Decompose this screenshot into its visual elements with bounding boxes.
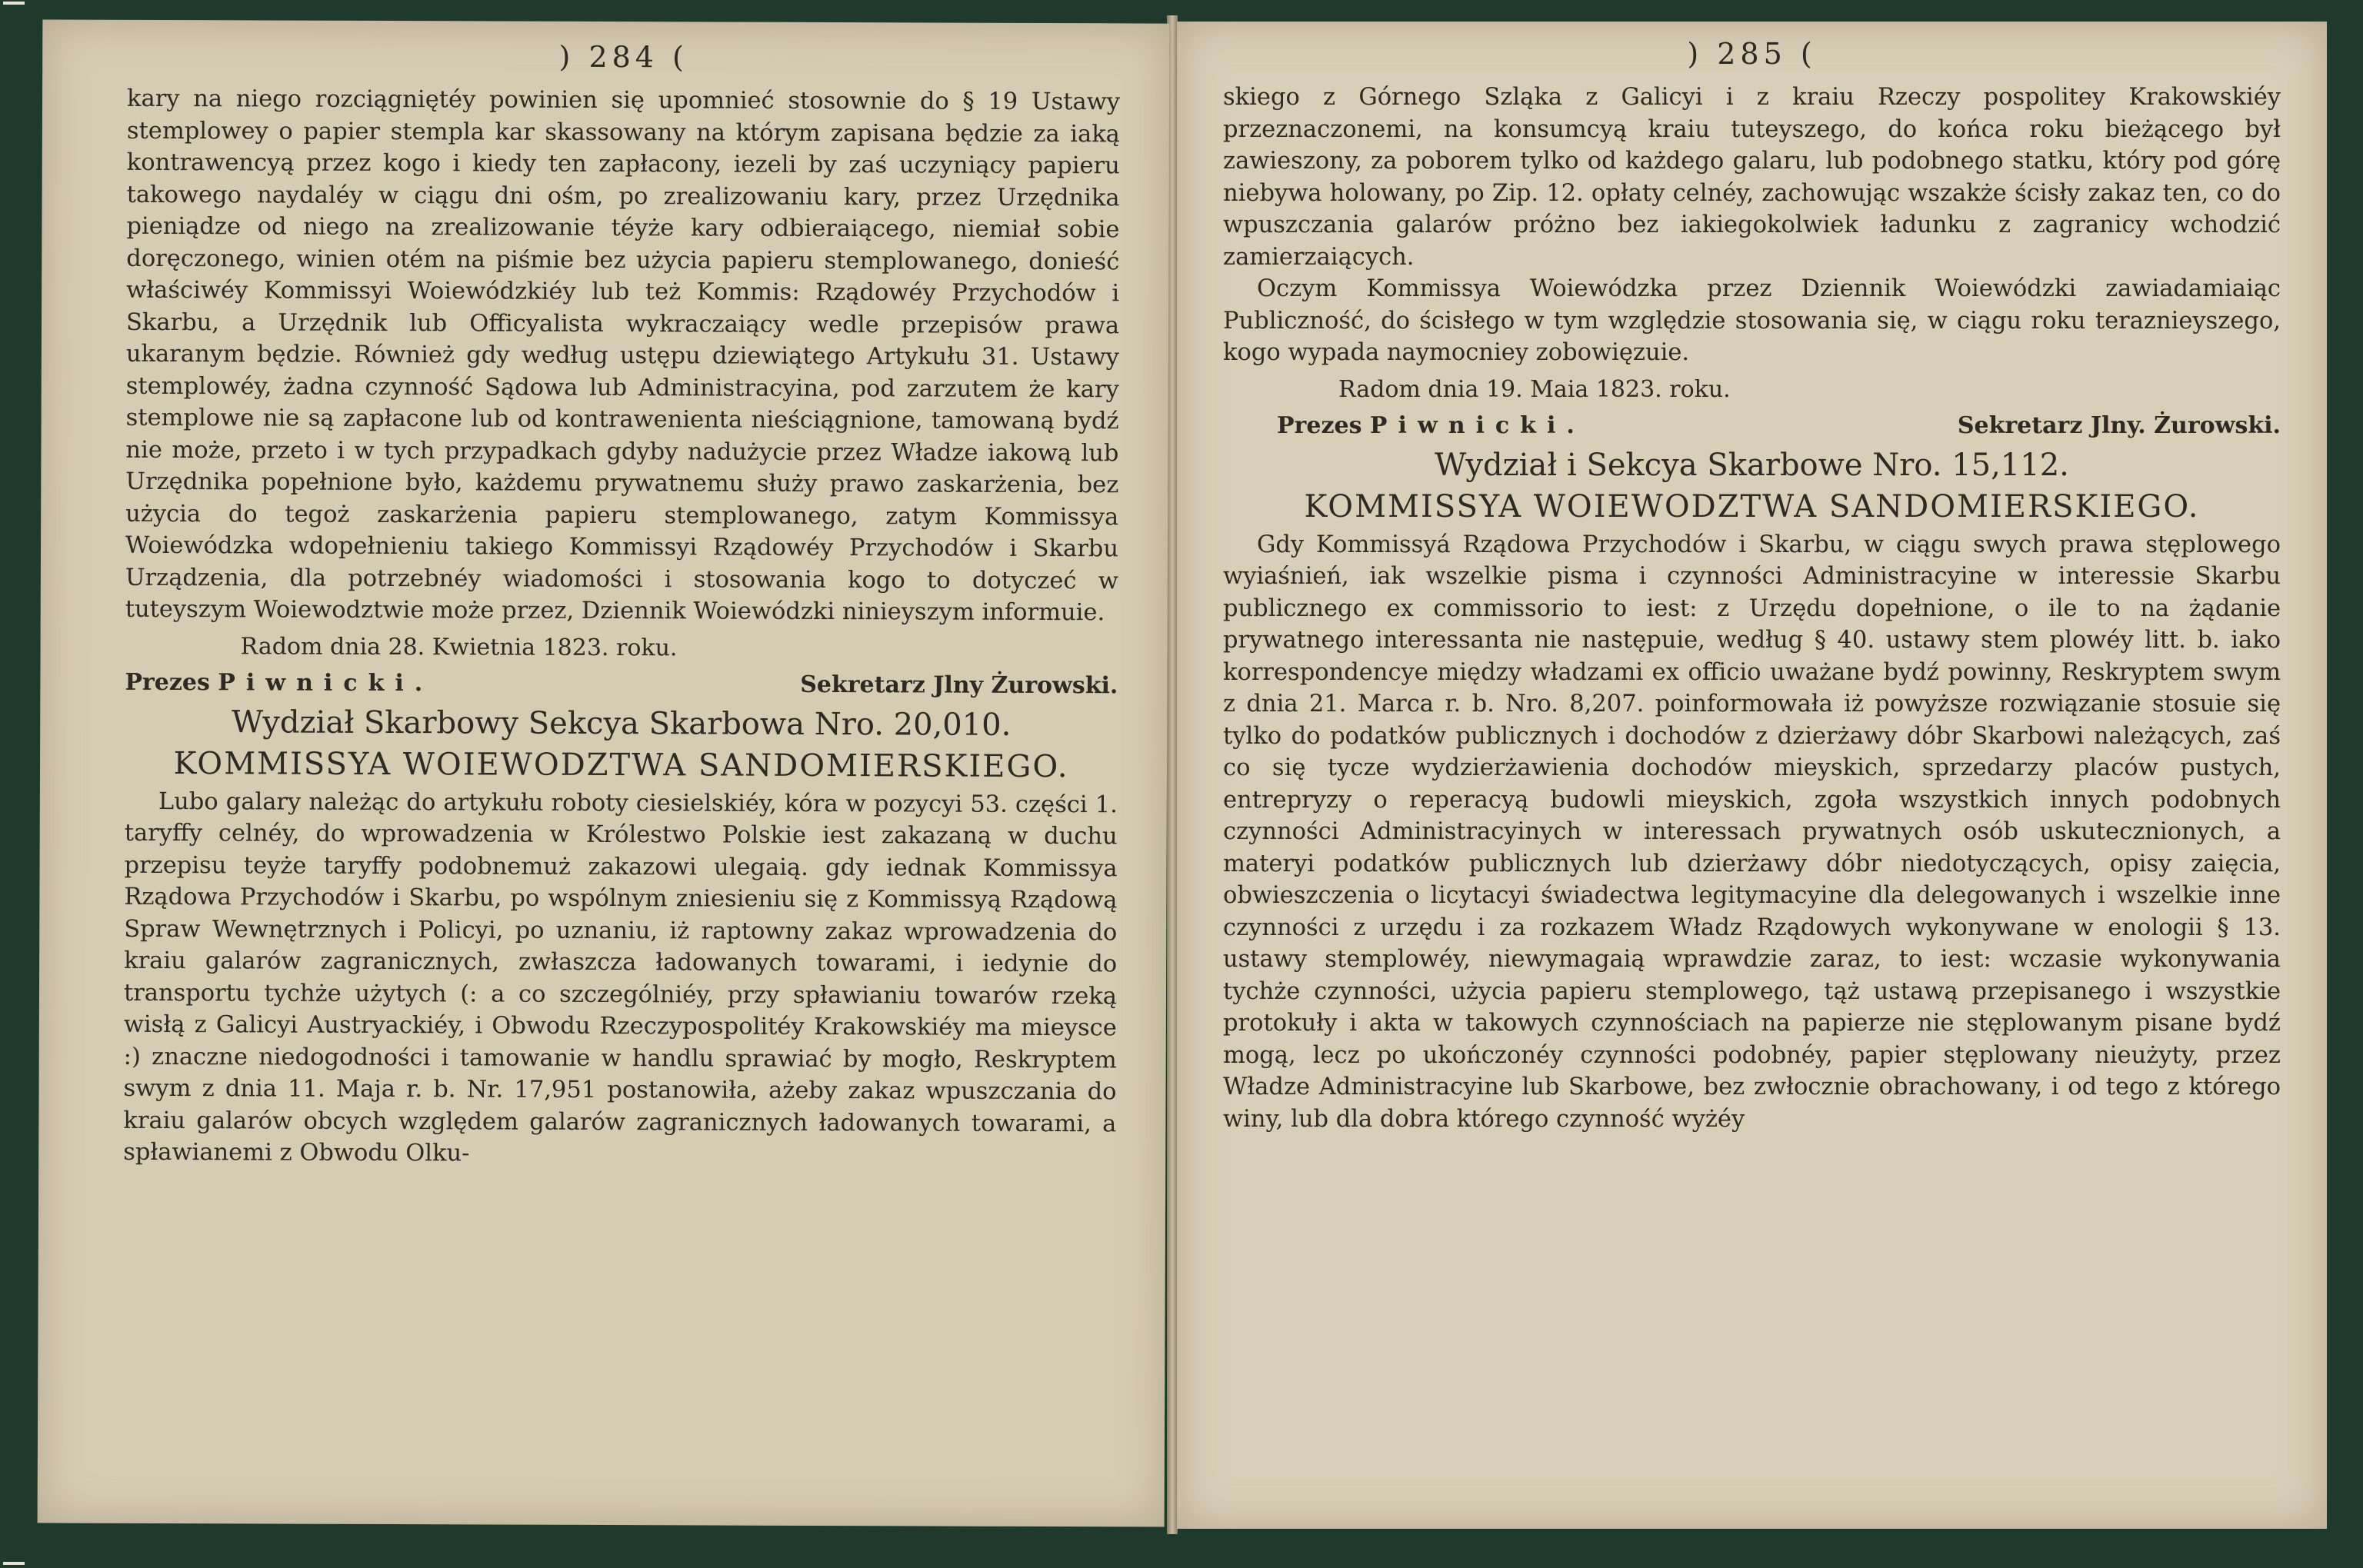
prezes-name: Piwnicki. — [1369, 411, 1585, 439]
prezes-signature — [125, 665, 433, 700]
page-number: ) 285 ( — [1687, 37, 1817, 71]
signature-row — [1223, 409, 2281, 443]
paragraph: Lubo galary należąc do artykułu roboty ciesielskiéy, kóra w pozycyi 53. części 1. taryffy celnéy, do wprowadzenia w Królestwo Polskie iest zakazaną w duchu przepisu teyże taryffy podobnemuż zakazowi ulegaią. gdy iednak Kommissya Rządowa Przychodów i Skarbu, po wspólnym zniesieniu się z Kommissyą Rządową Spraw Wewnętrznych i Policyi, po uznaniu, iż raptowny zakaz wprowadzenia do kraiu galarów zagranicznych, zwłaszcza ładowanych towarami, i iedynie do transportu tychże użytych (: a co szczególniéy, przy spławianiu towarów rzeką wisłą z Galicyi Austryackiéy, i Obwodu Rzeczypospolitéy Krakowskiéy ma mieysce :) znaczne niedogodności i tamowanie w handlu sprawiać by mogło, Reskryptem swym z dnia 11. Maja r. b. Nr. 17,951 postanowiła, ażeby zakaz wpuszczania do kraiu galarów obcych względem galarów zagranicznych ładowanych towarami, a spławianemi z Obwodu Olku- — [123, 787, 1118, 1167]
sekretarz-signature: Sekretarz Jlny. Żurowski. — [1957, 411, 2281, 439]
prezes-signature — [1277, 409, 1585, 443]
page-number: ) 284 ( — [558, 39, 688, 75]
dateline: Radom dnia 19. Maia 1823. roku. — [1338, 375, 1731, 403]
signature-row — [125, 665, 1118, 703]
sekretarz-signature: Sekretarz Jlny Żurowski. — [800, 671, 1118, 699]
paragraph: Gdy Kommissyá Rządowa Przychodów i Skarbu, w ciągu swych prawa stęplowego wyiaśnień, iak wszelkie pisma i czynności Administracyine w interessie Skarbu publicznego ex commissorio to iest: z Urzędu dopełnione, o ile to na żądanie prywatnego interessanta nie następuie, według § 40. ustawy stem plowéy litt. b. iako korrespondencye między władzami ex officio uważane bydź powinny, Reskryptem swym z dnia 21. Marca r. b. Nro. 8,207. poinformowała iż powyższe rozwiązanie stosuie się tylko do podatków publicznych i dochodów z dzierżawy dóbr Skarbowi należących, zaś co się tycze wydzierżawienia dochodów mieyskich, sprzedarzy placów pustych, entrepryzy o reperacyą budowli mieyskich, zgoła wszystkich innych podobnych czynności Administracyinych w interessach prywatnych osób uskutecznionych, a materyi podatków publicznych lub dzierżawy dóbr niedotyczących, opisy zaięcia, obwieszczenia o licytacyi świadectwa legitymacyine dla delegowanych i wszelkie inne czynności z urzędu i za rozkazem Władz Rządowych wykonywane w enologii § 13. ustawy stemplowéy, niewymagaią wprawdzie zaraz, to iest: wczasie wykonywania tychże czynności, użycia papieru stemplowego, tąż ustawą przepisanego i wszystkie protokuły i akta w takowych czynnościach na papierze nie stęplowanym pisane bydź mogą, lecz po ukończonéy czynności podobnéy, papier stęplowany nieużyty, przez Władze Administracyine lub Skarbowe, bez zwłocznie obrachowany, i od tego z którego winy, lub dla dobra którego czynność wyżéy — [1223, 531, 2281, 1133]
prezes-label: Prezes — [1277, 411, 1362, 439]
section-heading: Wydział Skarbowy Sekcya Skarbowa Nro. 20,010. — [232, 704, 1012, 743]
paragraph: Oczym Kommissya Woiewódzka przez Dziennik Woiewódzki zawiadamiaiąc Publiczność, do ścisłego w tym względzie stosowania się, w ciągu roku teraznieyszego, kogo wypada naymocniey zobowięzuie. — [1223, 275, 2281, 366]
commission-heading: KOMMISSYA WOIEWODZTWA SANDOMIERSKIEGO. — [1304, 488, 2200, 524]
dateline: Radom dnia 28. Kwietnia 1823. roku. — [240, 632, 678, 661]
paragraph: kary na niego rozciągniętéy powinien się upomnieć stosownie do § 19 Ustawy stemplowey o papier stempla kar skassowany na którym zapisana będzie za iaką kontrawencyą przez kogo i kiedy ten zapłacony, iezeli by zaś uczyniący papieru takowego naydaléy w ciągu dni ośm, po zrealizowaniu kary, przez Urzędnika pieniądze od niego na zrealizowanie téyże kary odbieraiącego, niemiał sobie doręczonego, winien otém na piśmie bez użycia papieru stemplowanego, donieść właściwéy Kommissyi Woiewódzkiéy lub też Kommis: Rządowéy Przychodów i Skarbu, a Urzędnik lub Officyalista wykraczaiący wedle przepisów prawa ukaranym będzie. Również gdy według ustępu dziewiątego Artykułu 31. Ustawy stemplowéy, żadna czynność Sądowa lub Administracyina, pod zarzutem że kary stemplowe nie są zapłacone lub od kontrawenienta nieściągnione, tamowaną bydź nie może, przeto i w tych przypadkach gdyby nadużycie przez Władze iakową lub Urzędnika popełnione było, każdemu prywatnemu służy prawo zaskarżenia, bez użycia do tegoż zaskarżenia papieru stemplowanego, zatym Kommissya Woiewódzka wdopełnieniu takiego Kommissyi Rządowéy Przychodów i Skarbu Urządzenia, dla potrzebnéy wiadomości i stosowania kogo to dotyczeć w tuteyszym Woiewodztwie może przez, Dziennik Woiewódzki ninieyszym informuie. — [125, 85, 1121, 627]
prezes-name: Piwnicki. — [218, 668, 434, 697]
commission-heading: KOMMISSYA WOIEWODZTWA SANDOMIERSKIEGO. — [173, 745, 1069, 784]
prezes-label: Prezes — [125, 668, 210, 696]
section-heading: Wydział i Sekcya Skarbowe Nro. 15,112. — [1435, 447, 2069, 483]
right-page — [1177, 22, 2327, 1529]
scan-corner-mark — [3, 1562, 25, 1565]
left-page — [38, 19, 1170, 1526]
scan-corner-mark — [3, 2, 25, 5]
paragraph: skiego z Górnego Szląka z Galicyi i z kraiu Rzeczy pospolitey Krakowskiéy przeznaczonemi, na konsumcyą kraiu tuteyszego, do końca roku bieżącego był zawieszony, za poborem tylko od każdego galaru, lub podobnego statku, który pod górę niebywa holowany, po Zip. 12. opłaty celnéy, zachowując wszakże ścisły zakaz ten, co do wpuszczania galarów próżno bez iakiegokolwiek ładunku z zagranicy wchodzić zamierzaiących. — [1223, 84, 2281, 271]
